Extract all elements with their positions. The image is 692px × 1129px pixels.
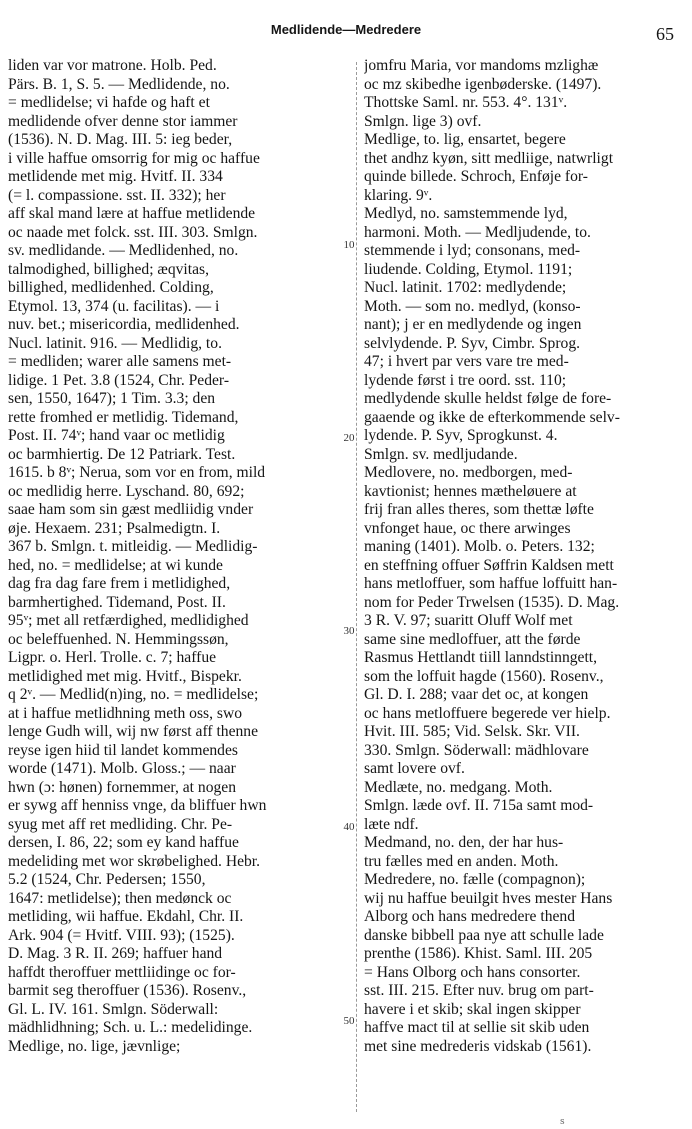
text-line: Smlgn. sv. medljudande. (364, 445, 518, 463)
text-line: q 2ᵛ. — Medlid(n)ing, no. = medlidelse; (8, 686, 259, 703)
text-line: Ark. 904 (= Hvitf. VIII. 93); (1525). (8, 926, 235, 944)
text-line: reyse igen hiid til landet kommendes (8, 741, 238, 759)
text-line: Hvit. III. 585; Vid. Selsk. Skr. VII. (364, 723, 580, 740)
text-line: en steffning offuer Søffrin Kaldsen mett (364, 556, 614, 574)
text-line: Smlgn. lige 3) ovf. (364, 112, 482, 130)
text-line: oc mz skibedhe igenbøderske. (1497). (364, 75, 602, 93)
text-line: sst. III. 215. Efter nuv. brug om part- (364, 982, 594, 999)
text-line: lidige. 1 Pet. 3.8 (1524, Chr. Peder- (8, 371, 230, 389)
text-line: haffve mact til at sellie sit skib uden (364, 1019, 590, 1036)
text-line: syug met aff ret medliding. Chr. Pe- (8, 815, 233, 833)
footer-mark: s (560, 1117, 565, 1127)
text-line: klaring. 9ᵛ. (364, 186, 433, 204)
text-line: selvlydende. P. Syv, Cimbr. Sprog. (364, 334, 581, 352)
text-line: medlidende ofver denne stor iammer (8, 112, 238, 130)
text-line: haffdt theroffuer mettliidinge oc for- (8, 963, 236, 981)
text-line: same sine medloffuer, att the førde (364, 630, 581, 648)
text-line: worde (1471). Molb. Gloss.; — naar (8, 760, 236, 777)
text-line: Medmand, no. den, der har hus- (364, 834, 564, 851)
text-line: gaaende og ikke de efterkommende selv- (364, 408, 620, 426)
text-line: medlydende skulle heldst følge de fore- (364, 390, 612, 407)
text-line: Etymol. 13, 374 (u. facilitas). — i (8, 297, 220, 315)
text-line: metlidende met mig. Hvitf. II. 334 (8, 168, 223, 185)
text-line: 1615. b 8ᵛ; Nerua, som vor en from, mild (8, 464, 266, 481)
text-line: læte ndf. (364, 815, 419, 833)
text-line: hwn (ɔ: hønen) fornemmer, at nogen (8, 778, 237, 796)
line-number-30: 30 (343, 625, 355, 637)
text-line: at i haffue metlidhning meth oss, swo (8, 704, 243, 722)
text-line: som the loffuit hagde (1560). Rosenv., (364, 667, 604, 685)
text-line: danske bibbell paa nye att schulle lade (364, 926, 604, 944)
text-line: stemmende i lyd; consonans, med- (364, 242, 581, 259)
text-line: prenthe (1586). Khist. Saml. III. 205 (364, 945, 593, 962)
text-line: Thottske Saml. nr. 553. 4°. 131ᵛ. (364, 94, 568, 111)
text-line: maning (1401). Molb. o. Peters. 132; (364, 538, 595, 555)
text-line: Smlgn. læde ovf. II. 715a samt mod- (364, 797, 594, 814)
column-divider (356, 62, 357, 1112)
text-line: liden var vor matrone. Holb. Ped. (8, 57, 217, 74)
text-line: = medliden; warer alle samens met- (8, 353, 232, 370)
text-line: dag fra dag fare frem i metlidighed, (8, 575, 231, 592)
text-line: Medlige, to. lig, ensartet, begere (364, 131, 566, 148)
text-line: Alborg och hans medredere thend (364, 908, 576, 925)
text-line: Medlovere, no. medborgen, med- (364, 464, 573, 481)
text-line: nant); j er en medlydende og ingen (364, 316, 582, 333)
text-line: sen, 1550, 1647); 1 Tim. 3.3; den (8, 390, 216, 407)
text-line: metliding, wii haffue. Ekdahl, Chr. II. (8, 908, 244, 925)
text-line: mädhlidhning; Sch. u. L.: medelidinge. (8, 1019, 253, 1036)
text-line: sv. medlidande. — Medlidenhed, no. (8, 242, 239, 259)
text-line: tru fælles med en anden. Moth. (364, 852, 559, 870)
text-line: 330. Smlgn. Söderwall: mädhlovare (364, 741, 589, 759)
line-number-10: 10 (343, 239, 355, 251)
text-line: 5.2 (1524, Chr. Pedersen; 1550, (8, 871, 206, 888)
text-line: metlidighed met mig. Hvitf., Bispekr. (8, 667, 242, 685)
text-line: D. Mag. 3 R. II. 269; haffuer hand (8, 945, 223, 962)
text-line: Nucl. latinit. 1702: medlydende; (364, 279, 567, 296)
text-line: rette fromhed er metlidig. Tidemand, (8, 408, 239, 426)
left-column (8, 57, 341, 1056)
text-line: øje. Hexaem. 231; Psalmedigtn. I. (8, 519, 221, 537)
line-number-40: 40 (343, 821, 355, 833)
text-line: Gl. D. I. 288; vaar det oc, at kongen (364, 686, 589, 703)
right-column (364, 57, 680, 1056)
text-line: medeliding met wor skrøbelighed. Hebr. (8, 852, 261, 870)
line-number-20: 20 (343, 432, 355, 444)
text-line: oc barmhiertig. De 12 Patriark. Test. (8, 445, 236, 463)
text-line: oc naade met folck. sst. III. 303. Smlgn. (8, 223, 258, 241)
text-line: hed, no. = medlidelse; at wi kunde (8, 556, 223, 574)
text-line: talmodighed, billighed; æqvitas, (8, 260, 209, 278)
text-line: thet andhz kyøn, sitt medliige, natwrligt (364, 149, 614, 167)
text-line: Medlæte, no. medgang. Moth. (364, 778, 553, 796)
text-line: 1647: metlidelse); then medønck oc (8, 889, 232, 907)
text-line: Nucl. latinit. 916. — Medlidig, to. (8, 334, 222, 352)
text-line: nuv. bet.; misericordia, medlidenhed. (8, 316, 240, 333)
text-line: Moth. — som no. medlyd, (konso- (364, 297, 581, 315)
text-line: liudende. Colding, Etymol. 1191; (364, 260, 573, 278)
text-line: Medlyd, no. samstemmende lyd, (364, 205, 568, 222)
text-line: harmoni. Moth. — Medljudende, to. (364, 223, 591, 241)
text-line: samt lovere ovf. (364, 760, 465, 777)
text-line: (1536). N. D. Mag. III. 5: ieg beder, (8, 131, 233, 148)
text-line: dersen, I. 86, 22; som ey kand haffue (8, 834, 239, 851)
text-line: Gl. L. IV. 161. Smlgn. Söderwall: (8, 1000, 219, 1018)
text-line: Pärs. B. 1, S. 5. — Medlidende, no. (8, 75, 230, 93)
text-line: 3 R. V. 97; suaritt Oluff Wolf met (364, 612, 573, 629)
text-line: jomfru Maria, vor mandoms mzlighæ (364, 57, 599, 74)
text-line: oc medlidig herre. Lyschand. 80, 692; (8, 482, 245, 500)
text-line: frij fran alles theres, som thettæ løfte (364, 501, 594, 518)
text-line: 95ᵛ; met all retfærdighed, medlidighed (8, 612, 249, 629)
text-line: Ligpr. o. Herl. Trolle. c. 7; haffue (8, 649, 217, 666)
page-number: 65 (656, 24, 674, 44)
text-line: Medlige, no. lige, jævnlige; (8, 1037, 181, 1055)
text-line: (= l. compassione. sst. II. 332); her (8, 186, 226, 204)
text-line: 47; i hvert par vers vare tre med- (364, 353, 569, 370)
text-line: nom for Peder Trwelsen (1535). D. Mag. (364, 593, 620, 611)
text-line: aff skal mand lære at haffue metlidende (8, 205, 256, 222)
text-line: 367 b. Smlgn. t. mitleidig. — Medlidig- (8, 538, 258, 555)
text-line: er sywg aff henniss vnge, da bliffuer hwn (8, 797, 267, 814)
text-line: Post. II. 74ᵛ; hand vaar oc metlidig (8, 427, 225, 444)
text-line: quinde billede. Schroch, Enføje for- (364, 168, 588, 185)
text-line: vnfonget haue, oc there arwinges (364, 519, 571, 537)
text-line: met sine medrederis vidskab (1561). (364, 1037, 592, 1055)
line-number-50: 50 (343, 1015, 355, 1027)
text-line: havere i et skib; skal ingen skipper (364, 1000, 581, 1018)
text-line: i ville haffue omsorrig for mig oc haffue (8, 149, 260, 167)
text-line: lenge Gudh will, wij nw først aff thenne (8, 723, 259, 740)
text-line: wij nu haffue beuilgit hves mester Hans (364, 889, 613, 907)
running-head: Medlidende—Medredere (270, 22, 422, 37)
text-line: barmhertighed. Tidemand, Post. II. (8, 593, 226, 611)
text-line: kavtionist; hennes mætheløuere at (364, 482, 577, 500)
text-line: = Hans Olborg och hans consorter. (364, 963, 581, 981)
text-line: = medlidelse; vi hafde og haft et (8, 94, 210, 111)
text-line: barmit seg theroffuer (1536). Rosenv., (8, 982, 247, 999)
text-line: oc hans metloffuere begerede ver hielp. (364, 704, 611, 722)
text-line: Medredere, no. fælle (compagnon); (364, 871, 586, 888)
text-line: lydende først i tre oord. sst. 110; (364, 371, 567, 389)
text-line: billighed, medlidenhed. Colding, (8, 279, 214, 296)
page-header (0, 22, 692, 44)
text-line: lydende. P. Syv, Sprogkunst. 4. (364, 427, 558, 444)
text-line: oc beleffuenhed. N. Hemmingssøn, (8, 630, 229, 648)
text-line: Rasmus Hettlandt tiill lanndstinngett, (364, 649, 598, 666)
text-line: hans metloffuer, som haffue loffuitt han- (364, 575, 618, 592)
text-line: saae ham som sin gæst medliidig vnder (8, 501, 254, 518)
